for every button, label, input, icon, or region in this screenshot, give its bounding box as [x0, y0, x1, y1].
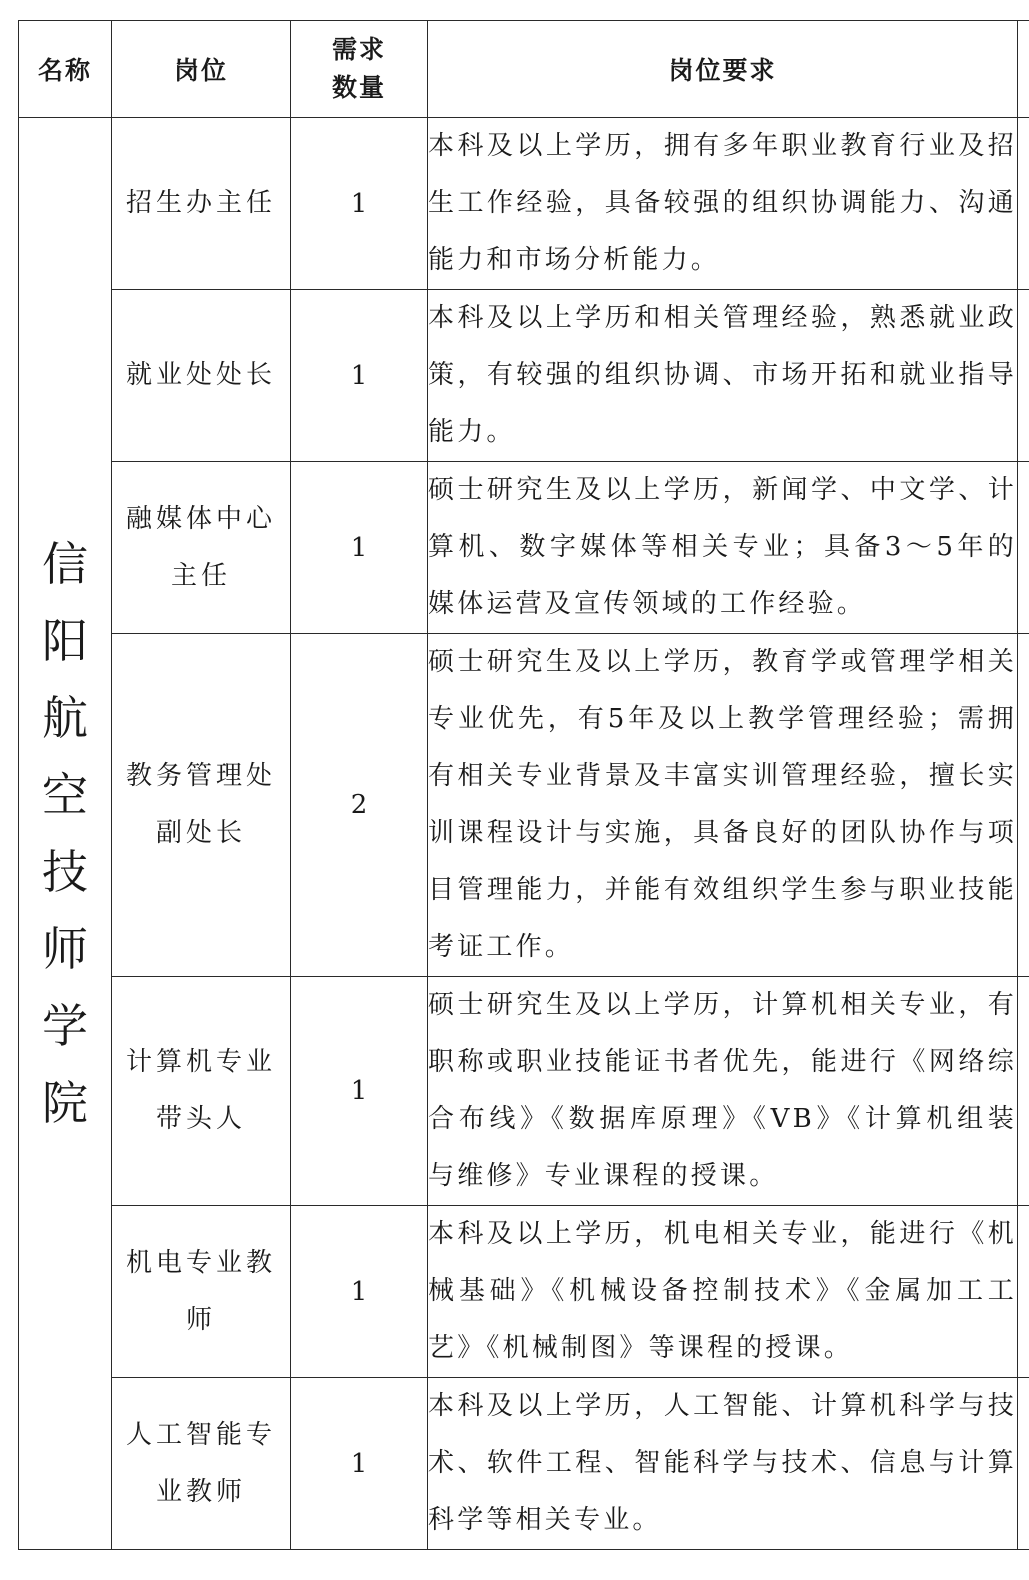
organization-name: 信阳航空技师学院 — [42, 536, 88, 1130]
extra-cell — [1018, 634, 1029, 977]
requirement-cell: 本科及以上学历和相关管理经验，熟悉就业政策，有较强的组织协调、市场开拓和就业指导能力。 — [428, 290, 1018, 462]
requirement-cell: 本科及以上学历，拥有多年职业教育行业及招生工作经验，具备较强的组织协调能力、沟通能力和市场分析能力。 — [428, 118, 1018, 290]
table-row — [19, 290, 1029, 462]
requirement-cell: 本科及以上学历，人工智能、计算机科学与技术、软件工程、智能科学与技术、信息与计算科学等相关专业。 — [428, 1378, 1018, 1550]
extra-cell — [1018, 977, 1029, 1206]
position-cell: 教务管理处副处长 — [112, 634, 291, 977]
header-quantity-label: 需求数量 — [331, 35, 386, 102]
table-header-row — [19, 21, 1029, 118]
table-row — [19, 634, 1029, 977]
extra-cell — [1018, 462, 1029, 634]
header-requirements: 岗位要求 — [428, 21, 1018, 118]
position-cell: 计算机专业带头人 — [112, 977, 291, 1206]
requirement-cell: 硕士研究生及以上学历，教育学或管理学相关专业优先，有5年及以上教学管理经验；需拥有相关专业背景及丰富实训管理经验，擅长实训课程设计与实施，具备良好的团队协作与项目管理能力，并能有效组织学生参与职业技能考证工作。 — [428, 634, 1018, 977]
position-cell: 招生办主任 — [112, 118, 291, 290]
header-extra — [1018, 21, 1029, 118]
organization-cell — [19, 118, 112, 1550]
position-cell: 机电专业教师 — [112, 1206, 291, 1378]
table-row — [19, 1206, 1029, 1378]
extra-cell — [1018, 290, 1029, 462]
requirement-cell: 硕士研究生及以上学历，计算机相关专业，有职称或职业技能证书者优先，能进行《网络综合布线》《数据库原理》《VB》《计算机组装与维修》专业课程的授课。 — [428, 977, 1018, 1206]
extra-cell — [1018, 1378, 1029, 1550]
quantity-cell: 1 — [291, 118, 428, 290]
requirement-cell: 本科及以上学历，机电相关专业，能进行《机械基础》《机械设备控制技术》《金属加工工艺》《机械制图》等课程的授课。 — [428, 1206, 1018, 1378]
header-position: 岗位 — [112, 21, 291, 118]
header-name: 名称 — [19, 21, 112, 118]
requirement-cell: 硕士研究生及以上学历，新闻学、中文学、计算机、数字媒体等相关专业；具备3～5年的媒体运营及宣传领域的工作经验。 — [428, 462, 1018, 634]
position-cell: 人工智能专业教师 — [112, 1378, 291, 1550]
quantity-cell: 1 — [291, 977, 428, 1206]
job-requirements-table — [18, 20, 1029, 1550]
table-row — [19, 977, 1029, 1206]
header-quantity — [291, 21, 428, 118]
extra-cell — [1018, 118, 1029, 290]
position-cell: 融媒体中心主任 — [112, 462, 291, 634]
quantity-cell: 1 — [291, 1378, 428, 1550]
quantity-cell: 1 — [291, 1206, 428, 1378]
table-row — [19, 118, 1029, 290]
extra-cell — [1018, 1206, 1029, 1378]
quantity-cell: 2 — [291, 634, 428, 977]
quantity-cell: 1 — [291, 290, 428, 462]
table-row — [19, 1378, 1029, 1550]
quantity-cell: 1 — [291, 462, 428, 634]
table-row — [19, 462, 1029, 634]
position-cell: 就业处处长 — [112, 290, 291, 462]
